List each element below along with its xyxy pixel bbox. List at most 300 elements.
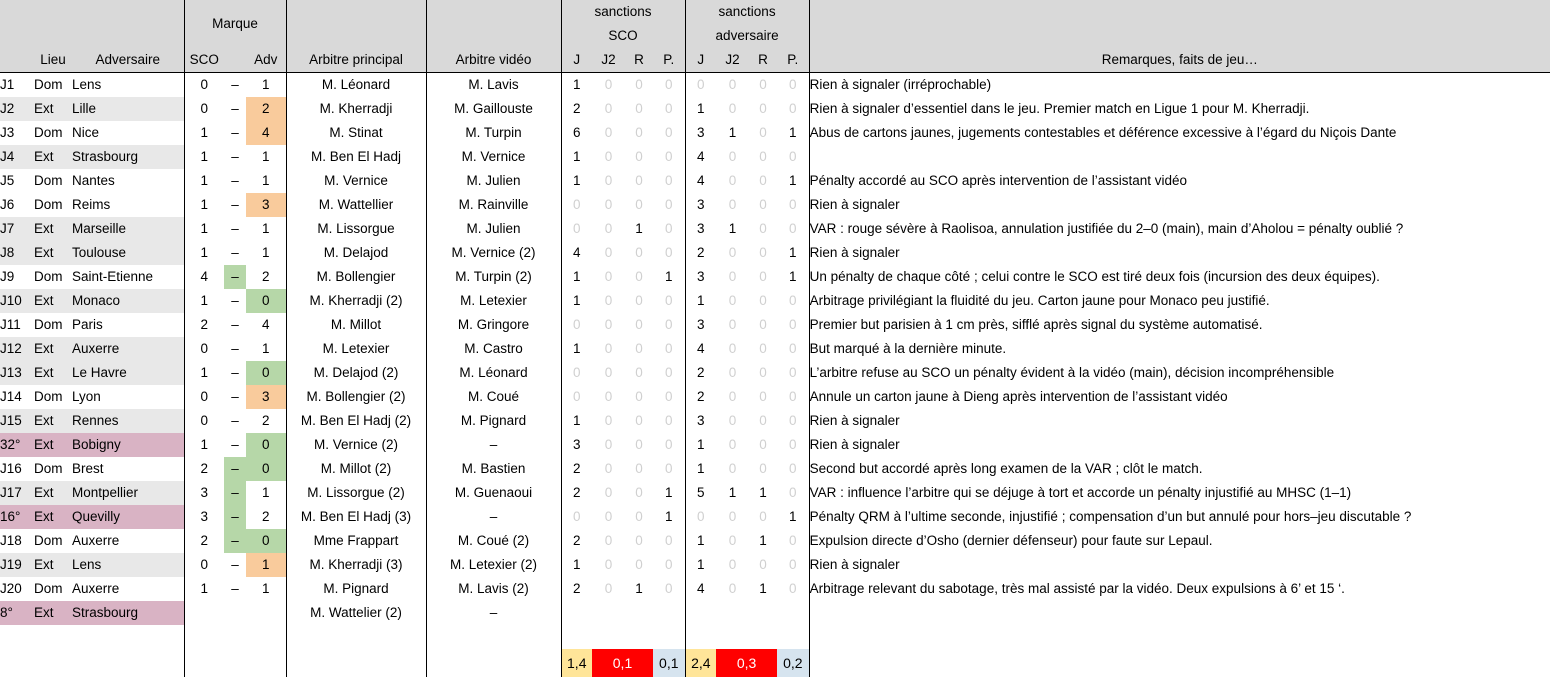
cell-adversaire: Rennes xyxy=(72,409,184,433)
cell-sco-j2: 0 xyxy=(604,149,613,164)
cell-lieu: Ext xyxy=(34,289,72,313)
cell-sco-p: 1 xyxy=(665,485,673,500)
cell-adv-j: 1 xyxy=(685,433,716,457)
cell-arbitre-principal: M. Bollengier xyxy=(286,265,426,289)
cell-adv-j: 4 xyxy=(685,145,716,169)
cell-adv-r: 0 xyxy=(759,293,767,308)
cell-adv-j2: 0 xyxy=(728,293,737,308)
cell-adv-j2: 0 xyxy=(728,461,737,476)
cell-remarque: L’arbitre refuse au SCO un pénalty évident à la vidéo (main), décision incompréhensible xyxy=(809,361,1550,385)
cell-adv-r: 0 xyxy=(759,77,767,92)
table-row xyxy=(0,121,1550,145)
cell-score-sco: 1 xyxy=(184,145,224,169)
cell-score-dash: – xyxy=(231,365,239,380)
cell-sco-p: 0 xyxy=(665,293,673,308)
cell-journee: J15 xyxy=(0,409,34,433)
cell-sco-j2: 0 xyxy=(604,293,613,308)
cell-sco-j: 1 xyxy=(561,409,592,433)
cell-sco-p: 0 xyxy=(665,173,673,188)
footer-spacer-row xyxy=(0,625,1550,649)
cell-adv-j2 xyxy=(716,601,749,625)
cell-journee: J11 xyxy=(0,317,21,332)
cell-sco-p: 0 xyxy=(665,581,673,596)
cell-sco-j2: 0 xyxy=(604,245,613,260)
cell-sco-j2: 0 xyxy=(604,125,613,140)
cell-sco-j2: 0 xyxy=(604,341,613,356)
cell-score-dash: – xyxy=(231,293,239,308)
cell-adversaire: Montpellier xyxy=(72,481,184,505)
cell-adv-j: 1 xyxy=(685,553,716,577)
cell-adv-j: 0 xyxy=(685,505,716,529)
header-sanctions-adversaire xyxy=(685,0,809,48)
cell-adv-r: 0 xyxy=(759,317,767,332)
cell-adv-p: 0 xyxy=(789,149,797,164)
cell-sco-p xyxy=(653,601,685,625)
cell-remarque: Pénalty accordé au SCO après intervention de l’assistant vidéo xyxy=(809,169,1550,193)
table-footer xyxy=(0,625,1550,677)
cell-score-adv: 0 xyxy=(246,457,286,481)
header-sanctions-sco-line2: SCO xyxy=(608,28,638,43)
cell-arbitre-video: M. Léonard xyxy=(426,361,561,385)
footer-adv-j: 2,4 xyxy=(685,649,716,677)
cell-adversaire: Reims xyxy=(72,197,111,212)
cell-lieu: Ext xyxy=(34,337,72,361)
header-adv: Adv xyxy=(246,48,286,73)
table-row xyxy=(0,169,1550,193)
cell-score-sco: 1 xyxy=(184,289,224,313)
cell-sco-j: 1 xyxy=(561,73,592,98)
cell-arbitre-principal: M. Delajod xyxy=(286,241,426,265)
cell-arbitre-principal: M. Kherradji xyxy=(286,97,426,121)
cell-score-dash: – xyxy=(231,389,239,404)
cell-score-adv: 1 xyxy=(261,485,270,500)
cell-journee: J9 xyxy=(0,269,15,284)
cell-adversaire: Monaco xyxy=(72,289,184,313)
cell-lieu: Dom xyxy=(34,581,63,596)
cell-remarque: Rien à signaler xyxy=(809,193,1550,217)
cell-lieu: Ext xyxy=(34,409,72,433)
cell-remarque: Arbitrage relevant du sabotage, très mal assisté par la vidéo. Deux expulsions à 6’ et 15 ‘. xyxy=(809,577,1550,601)
cell-adv-r: 0 xyxy=(759,269,767,284)
table-row xyxy=(0,73,1550,98)
cell-sco-r: 0 xyxy=(635,173,643,188)
cell-adv-j2: 0 xyxy=(728,173,737,188)
cell-arbitre-principal: M. Letexier xyxy=(286,337,426,361)
cell-sco-p: 0 xyxy=(665,245,673,260)
cell-sco-p: 0 xyxy=(665,125,673,140)
cell-score-adv: 1 xyxy=(261,173,270,188)
cell-journee: 32° xyxy=(0,433,34,457)
cell-remarque: Rien à signaler xyxy=(809,433,1550,457)
cell-score-adv: 4 xyxy=(261,317,270,332)
cell-sco-j: 4 xyxy=(561,241,592,265)
cell-journee: J20 xyxy=(0,581,22,596)
cell-arbitre-principal: M. Bollengier (2) xyxy=(286,385,426,409)
cell-remarque: Pénalty QRM à l’ultime seconde, injustifié ; compensation d’un but annulé pour hors–jeu discutable ? xyxy=(809,505,1550,529)
cell-adv-j: 1 xyxy=(685,97,716,121)
cell-score-adv: 1 xyxy=(261,581,270,596)
cell-sco-r xyxy=(625,601,653,625)
cell-score-adv: 0 xyxy=(246,529,286,553)
cell-score-adv: 1 xyxy=(261,77,270,92)
cell-arbitre-video: M. Lavis xyxy=(426,73,561,98)
cell-sco-j2: 0 xyxy=(604,461,613,476)
cell-score-sco: 1 xyxy=(184,577,224,601)
cell-adv-r xyxy=(749,601,777,625)
cell-adversaire: Auxerre xyxy=(72,581,120,596)
cell-adv-j2: 0 xyxy=(728,389,737,404)
cell-arbitre-video: – xyxy=(426,433,561,457)
cell-sco-j: 2 xyxy=(561,529,592,553)
table-row xyxy=(0,553,1550,577)
cell-score-dash: – xyxy=(231,77,239,92)
cell-sco-j2: 0 xyxy=(604,173,613,188)
cell-score-dash: – xyxy=(231,341,239,356)
cell-score-sco: 0 xyxy=(184,73,224,98)
cell-remarque: Abus de cartons jaunes, jugements contestables et déférence excessive à l’égard du Niçois Dante xyxy=(809,121,1550,145)
cell-sco-r: 1 xyxy=(635,221,643,236)
header-row-bottom xyxy=(0,48,1550,73)
header-sco-j: J xyxy=(561,48,592,73)
cell-journee: J19 xyxy=(0,553,34,577)
table-row xyxy=(0,97,1550,121)
cell-score-adv: 2 xyxy=(261,269,270,284)
footer-spacer-arbitre xyxy=(286,649,426,677)
cell-sco-j: 2 xyxy=(561,457,592,481)
cell-adversaire: Brest xyxy=(72,461,104,476)
cell-sco-j2: 0 xyxy=(604,533,613,548)
cell-arbitre-video: M. Pignard xyxy=(426,409,561,433)
cell-adv-j: 3 xyxy=(685,409,716,433)
table-row xyxy=(0,217,1550,241)
cell-arbitre-video: M. Vernice xyxy=(426,145,561,169)
header-sco-r: R xyxy=(625,48,653,73)
cell-arbitre-principal: M. Wattellier xyxy=(286,193,426,217)
cell-sco-j: 2 xyxy=(561,97,592,121)
cell-score-adv: 1 xyxy=(246,553,286,577)
cell-journee: 16° xyxy=(0,505,34,529)
header-spacer-journee xyxy=(0,0,34,48)
cell-adv-r: 0 xyxy=(759,245,767,260)
cell-arbitre-principal: M. Millot xyxy=(286,313,426,337)
cell-sco-j: 0 xyxy=(561,505,592,529)
header-spacer-adversaire xyxy=(72,0,184,48)
cell-score-sco: 0 xyxy=(184,385,224,409)
footer-adv-j2: 0,3 xyxy=(716,649,777,677)
cell-score-dash: – xyxy=(231,317,239,332)
cell-sco-p: 0 xyxy=(665,221,673,236)
header-sco: SCO xyxy=(184,48,224,73)
table-row xyxy=(0,505,1550,529)
cell-remarque: Rien à signaler xyxy=(809,553,1550,577)
cell-score-sco: 3 xyxy=(184,481,224,505)
cell-sco-r: 0 xyxy=(635,341,643,356)
cell-adv-r: 0 xyxy=(759,149,767,164)
cell-sco-j2: 0 xyxy=(604,389,613,404)
cell-journee: J7 xyxy=(0,217,34,241)
cell-journee: J10 xyxy=(0,289,34,313)
cell-adv-j2: 1 xyxy=(728,125,737,140)
cell-adv-j: 0 xyxy=(685,73,716,98)
cell-adv-r: 0 xyxy=(759,197,767,212)
cell-sco-j: 0 xyxy=(561,193,592,217)
cell-sco-r: 0 xyxy=(635,509,643,524)
cell-adversaire: Auxerre xyxy=(72,533,120,548)
cell-adv-j2: 0 xyxy=(728,317,737,332)
cell-arbitre-video: M. Gringore xyxy=(426,313,561,337)
cell-arbitre-principal: M. Vernice xyxy=(286,169,426,193)
cell-adv-j: 3 xyxy=(685,193,716,217)
footer-spacer-lieu xyxy=(34,649,72,677)
cell-remarque: Rien à signaler xyxy=(809,241,1550,265)
cell-sco-r: 0 xyxy=(635,437,643,452)
cell-sco-j2: 0 xyxy=(604,581,613,596)
cell-score-dash: – xyxy=(231,413,239,428)
cell-arbitre-video: M. Letexier xyxy=(426,289,561,313)
cell-adv-j2: 0 xyxy=(728,269,737,284)
header-sco-p: P. xyxy=(653,48,685,73)
cell-score-adv: 2 xyxy=(261,413,270,428)
cell-adv-p: 0 xyxy=(789,389,797,404)
cell-adv-r: 0 xyxy=(759,437,767,452)
cell-remarque: Second but accordé après long examen de la VAR ; clôt le match. xyxy=(809,457,1550,481)
cell-journee: J18 xyxy=(0,533,22,548)
header-spacer-remarques xyxy=(809,0,1550,48)
cell-score-adv: 2 xyxy=(261,509,270,524)
table-row xyxy=(0,289,1550,313)
cell-arbitre-video: M. Turpin (2) xyxy=(426,265,561,289)
header-adversaire: Adversaire xyxy=(72,48,184,73)
cell-remarque: Un pénalty de chaque côté ; celui contre le SCO est tiré deux fois (incursion des deux équipes). xyxy=(809,265,1550,289)
cell-adv-j xyxy=(685,601,716,625)
cell-sco-j2: 0 xyxy=(604,485,613,500)
cell-sco-j2: 0 xyxy=(604,197,613,212)
cell-adv-j: 3 xyxy=(685,217,716,241)
cell-sco-j2: 0 xyxy=(604,101,613,116)
cell-journee: J4 xyxy=(0,145,34,169)
cell-arbitre-principal: M. Ben El Hadj xyxy=(286,145,426,169)
cell-adv-j2: 0 xyxy=(728,581,737,596)
header-journee xyxy=(0,48,34,73)
cell-sco-p: 0 xyxy=(665,365,673,380)
cell-sco-r: 0 xyxy=(635,149,643,164)
header-remarques: Remarques, faits de jeu… xyxy=(809,48,1550,73)
cell-adversaire: Quevilly xyxy=(72,505,184,529)
cell-score-adv: 3 xyxy=(246,385,286,409)
cell-adv-j2: 0 xyxy=(728,101,737,116)
table-row xyxy=(0,481,1550,505)
table-row xyxy=(0,385,1550,409)
cell-adversaire: Lyon xyxy=(72,389,101,404)
cell-sco-r: 0 xyxy=(635,269,643,284)
cell-adv-p: 1 xyxy=(789,173,797,188)
cell-lieu: Dom xyxy=(34,389,63,404)
cell-arbitre-video: M. Turpin xyxy=(426,121,561,145)
cell-sco-j2: 0 xyxy=(604,437,613,452)
cell-remarque: Rien à signaler xyxy=(809,409,1550,433)
cell-score-sco: 1 xyxy=(184,217,224,241)
cell-arbitre-principal: M. Kherradji (3) xyxy=(286,553,426,577)
cell-lieu: Ext xyxy=(34,505,72,529)
cell-lieu: Dom xyxy=(34,77,63,92)
header-sanctions-sco-line1: sanctions xyxy=(594,4,652,19)
cell-lieu: Dom xyxy=(34,461,63,476)
cell-score-sco: 1 xyxy=(184,361,224,385)
cell-sco-j: 1 xyxy=(561,553,592,577)
cell-sco-r: 0 xyxy=(635,557,643,572)
cell-score-dash: – xyxy=(224,457,246,481)
cell-lieu: Ext xyxy=(34,361,72,385)
cell-adv-j2: 0 xyxy=(728,197,737,212)
table-row xyxy=(0,361,1550,385)
cell-arbitre-video: M. Coué xyxy=(426,385,561,409)
cell-remarque: Arbitrage privilégiant la fluidité du jeu. Carton jaune pour Monaco peu justifié. xyxy=(809,289,1550,313)
cell-adv-r: 0 xyxy=(759,101,767,116)
cell-sco-p: 0 xyxy=(665,389,673,404)
cell-sco-j xyxy=(561,601,592,625)
cell-adversaire: Nice xyxy=(72,125,100,140)
cell-arbitre-video: M. Vernice (2) xyxy=(426,241,561,265)
cell-score-sco: 1 xyxy=(184,169,224,193)
cell-adv-j: 1 xyxy=(685,529,716,553)
cell-sco-r: 0 xyxy=(635,365,643,380)
cell-score-adv: 1 xyxy=(261,149,270,164)
cell-score-adv: 0 xyxy=(246,361,286,385)
table-row xyxy=(0,193,1550,217)
cell-score-adv: 0 xyxy=(246,433,286,457)
cell-score-dash: – xyxy=(231,101,239,116)
cell-score-dash: – xyxy=(231,221,239,236)
cell-adversaire: Strasbourg xyxy=(72,601,184,625)
table-row xyxy=(0,337,1550,361)
cell-sco-r: 0 xyxy=(635,389,643,404)
cell-arbitre-principal: M. Léonard xyxy=(286,73,426,98)
cell-arbitre-video: M. Castro xyxy=(426,337,561,361)
cell-adv-r: 0 xyxy=(759,557,767,572)
cell-sco-j2: 0 xyxy=(604,365,613,380)
cell-score-adv: 1 xyxy=(261,341,270,356)
cell-sco-j: 1 xyxy=(561,169,592,193)
cell-arbitre-video: M. Letexier (2) xyxy=(426,553,561,577)
cell-arbitre-video: M. Julien xyxy=(426,217,561,241)
cell-adv-j2: 0 xyxy=(728,557,737,572)
cell-score-adv: 2 xyxy=(246,97,286,121)
cell-adv-j: 1 xyxy=(685,457,716,481)
cell-adversaire: Paris xyxy=(72,317,103,332)
cell-sco-j: 0 xyxy=(561,217,592,241)
cell-sco-r: 0 xyxy=(635,125,643,140)
cell-sco-p: 0 xyxy=(665,341,673,356)
cell-remarque: Premier but parisien à 1 cm près, sifflé après signal du système automatisé. xyxy=(809,313,1550,337)
cell-sco-j2: 0 xyxy=(604,509,613,524)
cell-sco-j: 0 xyxy=(561,385,592,409)
footer-averages-row xyxy=(0,649,1550,677)
cell-arbitre-video: M. Coué (2) xyxy=(426,529,561,553)
cell-sco-j2: 0 xyxy=(604,557,613,572)
cell-journee: J17 xyxy=(0,481,34,505)
cell-score-sco: 0 xyxy=(184,337,224,361)
cell-score-sco: 4 xyxy=(184,265,224,289)
cell-lieu: Dom xyxy=(34,197,63,212)
cell-score-adv: 1 xyxy=(261,245,270,260)
cell-adv-r: 1 xyxy=(759,581,767,596)
cell-adv-j2: 0 xyxy=(728,437,737,452)
cell-adv-p: 0 xyxy=(789,461,797,476)
cell-journee: 8° xyxy=(0,601,34,625)
cell-journee: J3 xyxy=(0,125,15,140)
cell-score-sco xyxy=(184,601,224,625)
cell-adv-j2: 0 xyxy=(728,509,737,524)
cell-sco-j2: 0 xyxy=(604,413,613,428)
cell-score-adv: 3 xyxy=(246,193,286,217)
cell-score-sco: 1 xyxy=(184,433,224,457)
cell-adversaire: Saint-Etienne xyxy=(72,269,154,284)
cell-adv-j2: 0 xyxy=(728,149,737,164)
cell-arbitre-video: M. Lavis (2) xyxy=(426,577,561,601)
cell-lieu: Ext xyxy=(34,601,72,625)
footer-spacer-journee xyxy=(0,649,34,677)
cell-journee: J16 xyxy=(0,461,22,476)
cell-adversaire: Marseille xyxy=(72,217,184,241)
cell-adv-r: 1 xyxy=(759,533,767,548)
table-row xyxy=(0,601,1550,625)
cell-adv-j: 2 xyxy=(685,361,716,385)
cell-adv-r: 1 xyxy=(759,485,767,500)
table-row xyxy=(0,577,1550,601)
cell-remarque: VAR : rouge sévère à Raolisoa, annulation justifiée du 2–0 (main), main d’Aholou = pénalty oublié ? xyxy=(809,217,1550,241)
cell-arbitre-principal: Mme Frappart xyxy=(286,529,426,553)
cell-adv-p: 0 xyxy=(789,365,797,380)
cell-arbitre-video: M. Bastien xyxy=(426,457,561,481)
cell-arbitre-principal: M. Wattelier (2) xyxy=(286,601,426,625)
cell-score-dash: – xyxy=(224,481,246,505)
cell-arbitre-video: M. Rainville xyxy=(426,193,561,217)
header-spacer-video xyxy=(426,0,561,48)
cell-score-dash: – xyxy=(224,529,246,553)
cell-lieu: Dom xyxy=(34,125,63,140)
cell-arbitre-video: M. Guenaoui xyxy=(426,481,561,505)
cell-lieu: Ext xyxy=(34,481,72,505)
cell-adv-p: 0 xyxy=(789,197,797,212)
cell-adv-j2: 1 xyxy=(728,221,737,236)
cell-adv-p: 1 xyxy=(789,509,797,524)
cell-sco-r: 0 xyxy=(635,293,643,308)
cell-journee: J14 xyxy=(0,389,22,404)
footer-adv-r: 0,2 xyxy=(777,649,809,677)
cell-score-dash: – xyxy=(231,557,239,572)
table-row xyxy=(0,145,1550,169)
cell-sco-r: 0 xyxy=(635,533,643,548)
cell-lieu: Dom xyxy=(34,173,63,188)
cell-sco-r: 0 xyxy=(635,317,643,332)
cell-journee: J1 xyxy=(0,77,15,92)
cell-adv-j: 1 xyxy=(685,289,716,313)
cell-score-sco: 0 xyxy=(184,553,224,577)
header-dash xyxy=(224,48,246,73)
cell-adv-j2: 0 xyxy=(728,77,737,92)
cell-sco-p: 0 xyxy=(665,533,673,548)
header-sanctions-sco xyxy=(561,0,685,48)
cell-journee: J2 xyxy=(0,97,34,121)
cell-adversaire: Lille xyxy=(72,97,184,121)
table-row xyxy=(0,241,1550,265)
cell-adv-p: 0 xyxy=(789,317,797,332)
cell-score-dash: – xyxy=(231,197,239,212)
cell-sco-p: 1 xyxy=(665,269,673,284)
cell-score-dash: – xyxy=(224,265,246,289)
cell-lieu: Ext xyxy=(34,97,72,121)
header-sanctions-adv-line1: sanctions xyxy=(718,4,776,19)
